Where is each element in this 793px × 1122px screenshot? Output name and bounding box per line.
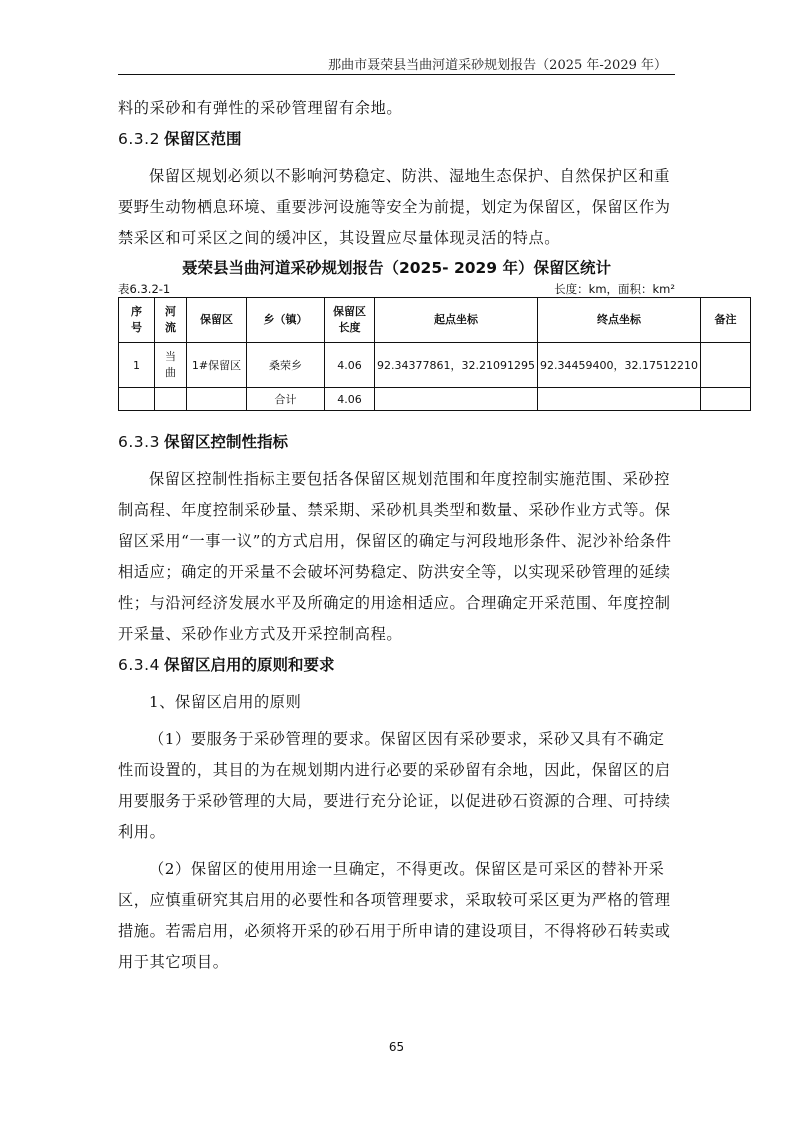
header-cell: 保留区长度: [325, 298, 375, 343]
running-header: 那曲市聂荣县当曲河道采砂规划报告（2025 年-2029 年）: [328, 58, 667, 73]
table-cell: [119, 388, 155, 411]
header-cell: 序号: [119, 298, 155, 343]
table-cell: [538, 388, 701, 411]
table-cell: [375, 388, 538, 411]
table-cell: 1#保留区: [187, 343, 247, 388]
paragraph-control-indicators: 保留区控制性指标主要包括各保留区规划范围和年度控制实施范围、采砂控制高程、年度控制采砂量、禁采期、采砂机具类型和数量、采砂作业方式等。保留区采用“一事一议”的方式启用，保留区的确定与河段地形条件、泥沙补给条件相适应；确定的开采量不会破坏河势稳定、防洪安全等，以实现采砂管理的延续性；与沿河经济发展水平及所确定的用途相适应。合理确定开采范围、年度控制开采量、采砂作业方式及开采控制高程。: [118, 470, 672, 643]
paragraph-scope: 保留区规划必须以不影响河势稳定、防洪、湿地生态保护、自然保护区和重要野生动物栖息环境、重要涉河设施等安全为前提，划定为保留区，保留区作为禁采区和可采区之间的缓冲区，其设置应尽量体现灵活的特点。: [118, 167, 671, 247]
table-cell: 4.06: [325, 388, 375, 411]
table-cell: [701, 343, 751, 388]
table-cell: [187, 388, 247, 411]
intro-paragraph: 料的采砂和有弹性的采砂管理留有余地。: [118, 99, 403, 117]
paragraph-principle-1: （1）要服务于采砂管理的要求。保留区因有采砂要求，采砂又具有不确定性而设置的，其目的为在规划期内进行必要的采砂留有余地，因此，保留区的启用要服务于采砂管理的大局，要进行充分论证，以促进砂石资源的合理、可持续利用。: [118, 730, 671, 841]
table-total-row: [119, 388, 751, 411]
table-title: 聂荣县当曲河道采砂规划报告（2025- 2029 年）保留区统计: [181, 259, 611, 277]
header-rule: [118, 74, 675, 75]
section-heading-6-3-3: [118, 427, 675, 458]
section-title: 保留区启用的原则和要求: [163, 656, 335, 674]
section-title: 保留区范围: [163, 130, 242, 148]
section-heading-6-3-4: [118, 650, 675, 681]
table-cell: 当曲: [155, 343, 187, 388]
table-cell: [155, 388, 187, 411]
table-cell: 92.34377861，32.21091295: [375, 343, 538, 388]
header-cell: 备注: [701, 298, 751, 343]
page-number: 65: [388, 1040, 405, 1054]
table-cell: [701, 388, 751, 411]
reserve-zone-table: [118, 297, 751, 411]
page-body: [118, 93, 737, 978]
table-number: 表6.3.2-1: [118, 282, 171, 296]
table-cell: 桑荣乡: [247, 343, 325, 388]
section-number: 6.3.3: [118, 433, 160, 451]
table-row: [119, 343, 751, 388]
subheading-principles: 1、保留区启用的原则: [149, 693, 302, 711]
table-cell: 4.06: [325, 343, 375, 388]
table-cell: 合计: [247, 388, 325, 411]
section-number: 6.3.4: [118, 656, 160, 674]
header-cell: 保留区: [187, 298, 247, 343]
table-header-row: [119, 298, 751, 343]
header-cell: 河流: [155, 298, 187, 343]
header-cell: 终点坐标: [538, 298, 701, 343]
section-heading-6-3-2: [118, 124, 675, 155]
section-title: 保留区控制性指标: [163, 433, 288, 451]
table-cell: 1: [119, 343, 155, 388]
table-cell: 92.34459400，32.17512210: [538, 343, 701, 388]
header-cell: 乡（镇）: [247, 298, 325, 343]
table-units: 长度：km，面积：km²: [554, 282, 675, 296]
header-cell: 起点坐标: [375, 298, 538, 343]
section-number: 6.3.2: [118, 130, 160, 148]
paragraph-principle-2: （2）保留区的使用用途一旦确定，不得更改。保留区是可采区的替补开采区，应慎重研究其启用的必要性和各项管理要求，采取较可采区更为严格的管理措施。若需启用，必须将开采的砂石用于所申请的建设项目，不得将砂石转卖或用于其它项目。: [118, 860, 671, 971]
table-meta: [118, 281, 675, 297]
